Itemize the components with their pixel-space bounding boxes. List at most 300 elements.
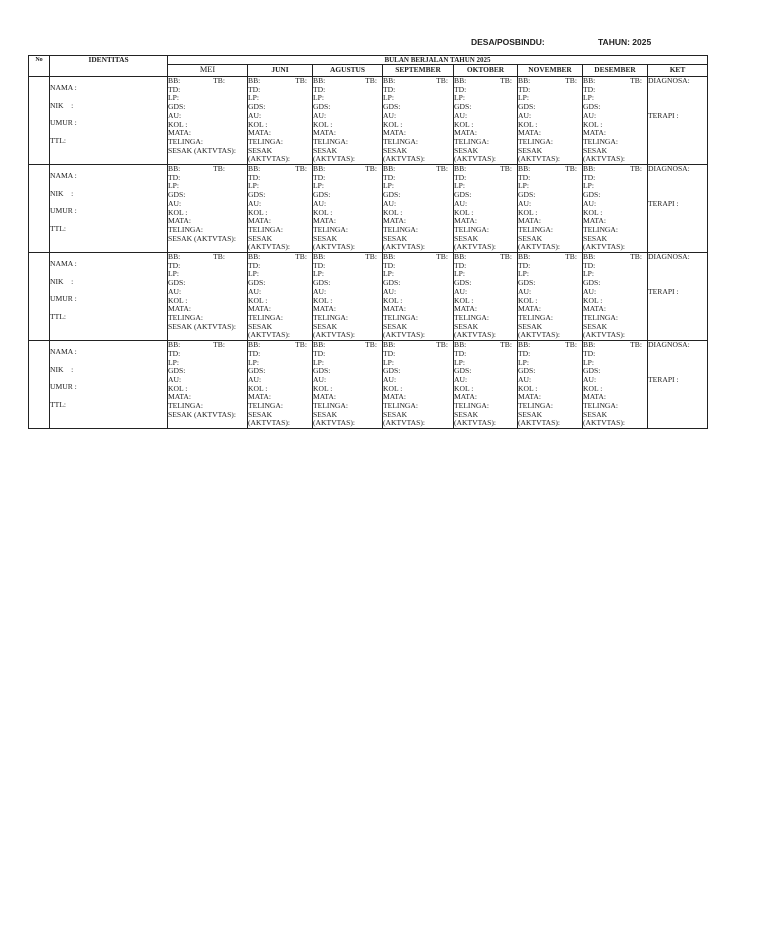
field-au: AU: [313, 374, 327, 384]
field-sesak-line1: SESAK [313, 409, 338, 419]
field-telinga: TELINGA: [583, 136, 619, 146]
field-au: AU: [313, 110, 327, 120]
field-umur: UMUR : [50, 382, 77, 392]
field-lp: LP: [383, 93, 394, 103]
field-telinga: TELINGA: [518, 312, 554, 322]
cell-no[interactable] [29, 77, 50, 165]
cell-month-exam[interactable] [583, 165, 648, 253]
field-sesak-line1: SESAK [583, 233, 608, 243]
field-lp: LP: [168, 357, 179, 367]
field-lp: LP: [383, 269, 394, 279]
field-sesak-line2: (AKTVTAS): [383, 418, 425, 428]
field-bb: BB: [383, 340, 396, 350]
field-gds: GDS: [313, 366, 331, 376]
field-tb: TB: [213, 164, 225, 174]
field-telinga: TELINGA: [383, 136, 419, 146]
field-bb: BB: [383, 76, 396, 85]
field-nama: NAMA : [50, 171, 77, 181]
field-mata: MATA: [518, 216, 542, 226]
field-tb: TB: [630, 164, 642, 174]
field-lp: LP: [248, 181, 259, 191]
field-mata: MATA: [313, 392, 337, 402]
cell-month-exam[interactable] [383, 341, 454, 429]
field-lp: LP: [313, 93, 324, 103]
field-telinga: TELINGA: [248, 312, 284, 322]
field-kol: KOL : [454, 383, 474, 393]
field-diagnosa: DIAGNOSA: [648, 76, 690, 85]
field-gds: GDS: [168, 102, 186, 112]
field-mata: MATA: [518, 304, 542, 314]
field-tb: TB: [565, 252, 577, 262]
field-lp: LP: [168, 93, 179, 103]
field-td: TD: [518, 172, 531, 182]
field-lp: LP: [168, 269, 179, 279]
field-telinga: TELINGA: [313, 224, 349, 234]
cell-month-exam[interactable] [248, 253, 313, 341]
field-td: TD: [383, 172, 396, 182]
field-sesak-line2: (AKTVTAS): [248, 242, 290, 252]
field-au: AU: [583, 374, 597, 384]
cell-month-exam[interactable] [313, 165, 383, 253]
field-kol: KOL : [248, 119, 268, 129]
field-ttl: TTL: [50, 223, 67, 233]
desa-posbindu-label: DESA/POSBINDU: [471, 37, 545, 47]
field-sesak-line2: (AKTVTAS): [248, 154, 290, 164]
cell-month-exam[interactable] [168, 253, 248, 341]
field-sesak-line2: (AKTVTAS): [313, 154, 355, 164]
field-nama: NAMA : [50, 83, 77, 92]
field-bb: BB: [583, 164, 596, 174]
field-mata: MATA: [454, 392, 478, 402]
field-sesak-line2: (AKTVTAS): [248, 330, 290, 340]
field-mata: MATA: [454, 304, 478, 314]
field-gds: GDS: [383, 190, 401, 200]
field-au: AU: [518, 110, 532, 120]
cell-month-exam[interactable] [383, 77, 454, 165]
field-gds: GDS: [248, 366, 266, 376]
field-lp: LP: [454, 269, 465, 279]
field-mata: MATA: [168, 128, 192, 138]
field-mata: MATA: [313, 304, 337, 314]
field-telinga: TELINGA: [168, 401, 204, 411]
field-au: AU: [248, 286, 262, 296]
field-au: AU: [583, 198, 597, 208]
cell-no[interactable] [29, 341, 50, 429]
cell-month-exam[interactable] [518, 77, 583, 165]
field-mata: MATA: [454, 128, 478, 138]
table-row [29, 165, 708, 253]
cell-month-exam[interactable] [248, 341, 313, 429]
field-tb: TB: [295, 76, 307, 85]
field-au: AU: [313, 198, 327, 208]
field-tb: TB: [213, 340, 225, 350]
field-lp: LP: [248, 269, 259, 279]
field-mata: MATA: [168, 304, 192, 314]
cell-month-exam[interactable] [168, 341, 248, 429]
field-sesak-line1: SESAK [454, 145, 479, 155]
col-bulan-header: BULAN BERJALAN TAHUN 2025 [168, 56, 708, 65]
field-lp: LP: [313, 269, 324, 279]
cell-identitas[interactable] [50, 253, 168, 341]
field-tb: TB: [295, 340, 307, 350]
field-td: TD: [313, 260, 326, 270]
month-header-juni: JUNI [248, 65, 313, 77]
field-tb: TB: [630, 252, 642, 262]
field-mata: MATA: [583, 128, 607, 138]
field-lp: LP: [454, 181, 465, 191]
field-sesak-line2: (AKTVTAS): [454, 330, 496, 340]
field-lp: LP: [583, 357, 594, 367]
field-tb: TB: [500, 164, 512, 174]
field-au: AU: [454, 286, 468, 296]
cell-month-exam[interactable] [454, 77, 518, 165]
field-mata: MATA: [583, 216, 607, 226]
field-gds: GDS: [248, 102, 266, 112]
field-sesak-line2: (AKTVTAS): [454, 418, 496, 428]
field-mata: MATA: [168, 216, 192, 226]
field-nama: NAMA : [50, 347, 77, 357]
cell-month-exam[interactable] [454, 253, 518, 341]
field-td: TD: [518, 348, 531, 358]
field-gds: GDS: [583, 278, 601, 288]
field-kol: KOL : [313, 295, 333, 305]
cell-month-exam[interactable] [518, 253, 583, 341]
cell-no[interactable] [29, 253, 50, 341]
field-bb: BB: [518, 164, 531, 174]
field-bb: BB: [518, 252, 531, 262]
field-telinga: TELINGA: [454, 224, 490, 234]
field-gds: GDS: [454, 190, 472, 200]
field-td: TD: [248, 172, 261, 182]
field-au: AU: [248, 110, 262, 120]
field-telinga: TELINGA: [583, 401, 619, 411]
field-td: TD: [248, 348, 261, 358]
field-lp: LP: [518, 357, 529, 367]
field-mata: MATA: [248, 128, 272, 138]
cell-month-exam[interactable] [383, 253, 454, 341]
cell-month-exam[interactable] [248, 165, 313, 253]
field-tb: TB: [365, 340, 377, 350]
field-sesak-line1: SESAK [454, 409, 479, 419]
field-bb: BB: [168, 340, 181, 350]
table-row [29, 341, 708, 429]
field-bb: BB: [518, 76, 531, 85]
field-sesak: SESAK (AKTVTAS): [168, 145, 236, 155]
field-td: TD: [454, 348, 467, 358]
cell-month-exam[interactable] [313, 253, 383, 341]
field-lp: LP: [518, 93, 529, 103]
field-mata: MATA: [583, 304, 607, 314]
cell-month-exam[interactable] [383, 165, 454, 253]
cell-month-exam[interactable] [518, 165, 583, 253]
field-sesak-line2: (AKTVTAS): [383, 154, 425, 164]
field-nik: NIK : [50, 100, 74, 110]
col-no-header: No [29, 56, 50, 77]
field-diagnosa: DIAGNOSA: [648, 164, 690, 174]
cell-month-exam[interactable] [454, 341, 518, 429]
field-gds: GDS: [454, 366, 472, 376]
field-tb: TB: [630, 340, 642, 350]
field-gds: GDS: [168, 278, 186, 288]
field-mata: MATA: [454, 216, 478, 226]
cell-identitas[interactable] [50, 165, 168, 253]
field-kol: KOL : [454, 119, 474, 129]
field-au: AU: [168, 374, 182, 384]
field-kol: KOL : [248, 207, 268, 217]
col-identitas-header: IDENTITAS [50, 56, 168, 77]
field-umur: UMUR : [50, 206, 77, 216]
field-td: TD: [454, 260, 467, 270]
field-bb: BB: [248, 164, 261, 174]
cell-identitas[interactable] [50, 341, 168, 429]
field-telinga: TELINGA: [518, 136, 554, 146]
page-header [0, 37, 768, 49]
field-lp: LP: [583, 93, 594, 103]
cell-month-exam[interactable] [583, 77, 648, 165]
field-bb: BB: [248, 340, 261, 350]
field-tb: TB: [500, 340, 512, 350]
field-bb: BB: [583, 252, 596, 262]
field-bb: BB: [518, 340, 531, 350]
field-au: AU: [383, 286, 397, 296]
field-td: TD: [518, 84, 531, 94]
field-td: TD: [383, 260, 396, 270]
field-kol: KOL : [383, 119, 403, 129]
field-lp: LP: [583, 269, 594, 279]
field-kol: KOL : [518, 383, 538, 393]
field-mata: MATA: [248, 304, 272, 314]
col-ket-header: KET [648, 65, 708, 77]
field-tb: TB: [436, 164, 448, 174]
field-mata: MATA: [383, 128, 407, 138]
field-lp: LP: [248, 357, 259, 367]
cell-month-exam[interactable] [454, 165, 518, 253]
field-td: TD: [583, 84, 596, 94]
field-au: AU: [313, 286, 327, 296]
field-kol: KOL : [313, 119, 333, 129]
field-telinga: TELINGA: [454, 136, 490, 146]
field-kol: KOL : [168, 383, 188, 393]
field-kol: KOL : [313, 383, 333, 393]
field-nama: NAMA : [50, 259, 77, 269]
field-tb: TB: [365, 252, 377, 262]
field-sesak-line2: (AKTVTAS): [518, 154, 560, 164]
field-umur: UMUR : [50, 294, 77, 304]
field-au: AU: [168, 110, 182, 120]
field-kol: KOL : [583, 207, 603, 217]
field-tb: TB: [565, 164, 577, 174]
field-tb: TB: [500, 252, 512, 262]
field-kol: KOL : [518, 207, 538, 217]
field-mata: MATA: [313, 128, 337, 138]
table-row [29, 77, 708, 165]
cell-month-exam[interactable] [168, 165, 248, 253]
field-tb: TB: [436, 76, 448, 85]
field-sesak-line2: (AKTVTAS): [518, 330, 560, 340]
field-mata: MATA: [313, 216, 337, 226]
cell-ket[interactable] [648, 253, 708, 341]
field-sesak-line2: (AKTVTAS): [383, 330, 425, 340]
field-umur: UMUR : [50, 118, 77, 127]
field-bb: BB: [313, 164, 326, 174]
field-sesak-line1: SESAK [518, 409, 543, 419]
field-kol: KOL : [313, 207, 333, 217]
field-sesak-line1: SESAK [454, 321, 479, 331]
field-td: TD: [248, 84, 261, 94]
field-au: AU: [518, 198, 532, 208]
field-bb: BB: [313, 252, 326, 262]
field-mata: MATA: [583, 392, 607, 402]
field-au: AU: [383, 198, 397, 208]
field-mata: MATA: [383, 216, 407, 226]
field-sesak-line1: SESAK [383, 321, 408, 331]
field-bb: BB: [168, 252, 181, 262]
field-bb: BB: [454, 252, 467, 262]
field-sesak-line2: (AKTVTAS): [454, 154, 496, 164]
field-kol: KOL : [454, 295, 474, 305]
field-sesak: SESAK (AKTVTAS): [168, 409, 236, 419]
field-sesak-line1: SESAK [313, 321, 338, 331]
field-bb: BB: [383, 164, 396, 174]
field-tb: TB: [565, 76, 577, 85]
field-sesak-line2: (AKTVTAS): [313, 418, 355, 428]
field-telinga: TELINGA: [313, 136, 349, 146]
field-telinga: TELINGA: [583, 224, 619, 234]
table-row [29, 253, 708, 341]
field-sesak: SESAK (AKTVTAS): [168, 233, 236, 243]
field-gds: GDS: [518, 190, 536, 200]
field-gds: GDS: [454, 102, 472, 112]
field-kol: KOL : [168, 207, 188, 217]
field-sesak-line1: SESAK [313, 145, 338, 155]
cell-month-exam[interactable] [583, 253, 648, 341]
field-gds: GDS: [518, 102, 536, 112]
field-tb: TB: [436, 252, 448, 262]
field-diagnosa: DIAGNOSA: [648, 252, 690, 262]
field-sesak-line2: (AKTVTAS): [313, 242, 355, 252]
field-terapi: TERAPI : [648, 198, 679, 208]
field-lp: LP: [518, 269, 529, 279]
field-telinga: TELINGA: [383, 401, 419, 411]
field-td: TD: [583, 260, 596, 270]
field-nik: NIK : [50, 188, 74, 198]
cell-ket[interactable] [648, 165, 708, 253]
field-kol: KOL : [383, 295, 403, 305]
field-sesak-line1: SESAK [383, 409, 408, 419]
field-telinga: TELINGA: [168, 312, 204, 322]
field-kol: KOL : [454, 207, 474, 217]
field-au: AU: [583, 286, 597, 296]
tahun-label: TAHUN: 2025 [598, 37, 652, 47]
field-td: TD: [248, 260, 261, 270]
field-telinga: TELINGA: [518, 224, 554, 234]
field-au: AU: [383, 110, 397, 120]
field-au: AU: [454, 110, 468, 120]
field-tb: TB: [213, 76, 225, 85]
cell-month-exam[interactable] [313, 77, 383, 165]
field-sesak-line1: SESAK [518, 233, 543, 243]
field-sesak-line2: (AKTVTAS): [518, 242, 560, 252]
field-mata: MATA: [518, 392, 542, 402]
field-sesak-line2: (AKTVTAS): [454, 242, 496, 252]
cell-no[interactable] [29, 165, 50, 253]
field-gds: GDS: [583, 102, 601, 112]
field-lp: LP: [583, 181, 594, 191]
field-au: AU: [168, 286, 182, 296]
field-telinga: TELINGA: [248, 136, 284, 146]
field-nik: NIK : [50, 276, 74, 286]
field-telinga: TELINGA: [248, 224, 284, 234]
field-ttl: TTL: [50, 311, 67, 321]
field-gds: GDS: [518, 278, 536, 288]
field-gds: GDS: [168, 190, 186, 200]
field-sesak-line2: (AKTVTAS): [583, 154, 625, 164]
field-bb: BB: [583, 340, 596, 350]
field-lp: LP: [383, 357, 394, 367]
field-gds: GDS: [248, 278, 266, 288]
field-kol: KOL : [248, 295, 268, 305]
field-gds: GDS: [313, 102, 331, 112]
field-diagnosa: DIAGNOSA: [648, 340, 690, 350]
month-header-november: NOVEMBER [518, 65, 583, 77]
field-kol: KOL : [518, 295, 538, 305]
field-lp: LP: [518, 181, 529, 191]
field-nik: NIK : [50, 364, 74, 374]
field-bb: BB: [168, 76, 181, 85]
month-header-oktober: OKTOBER [454, 65, 518, 77]
field-gds: GDS: [454, 278, 472, 288]
field-gds: GDS: [313, 278, 331, 288]
cell-month-exam[interactable] [248, 77, 313, 165]
field-sesak-line2: (AKTVTAS): [583, 242, 625, 252]
cell-ket[interactable] [648, 77, 708, 165]
field-kol: KOL : [583, 295, 603, 305]
field-telinga: TELINGA: [383, 224, 419, 234]
cell-month-exam[interactable] [168, 77, 248, 165]
field-telinga: TELINGA: [454, 312, 490, 322]
field-sesak-line1: SESAK [454, 233, 479, 243]
field-sesak-line2: (AKTVTAS): [583, 418, 625, 428]
field-tb: TB: [500, 76, 512, 85]
field-sesak-line1: SESAK [248, 145, 273, 155]
cell-month-exam[interactable] [313, 341, 383, 429]
cell-month-exam[interactable] [518, 341, 583, 429]
field-td: TD: [583, 172, 596, 182]
field-au: AU: [248, 198, 262, 208]
field-sesak-line2: (AKTVTAS): [583, 330, 625, 340]
field-sesak: SESAK (AKTVTAS): [168, 321, 236, 331]
field-bb: BB: [454, 340, 467, 350]
field-telinga: TELINGA: [583, 312, 619, 322]
field-au: AU: [518, 374, 532, 384]
cell-identitas[interactable] [50, 77, 168, 165]
field-kol: KOL : [583, 119, 603, 129]
field-kol: KOL : [248, 383, 268, 393]
field-tb: TB: [295, 164, 307, 174]
field-kol: KOL : [168, 295, 188, 305]
field-sesak-line2: (AKTVTAS): [313, 330, 355, 340]
field-td: TD: [168, 348, 181, 358]
field-kol: KOL : [383, 207, 403, 217]
field-sesak-line2: (AKTVTAS): [383, 242, 425, 252]
field-telinga: TELINGA: [313, 312, 349, 322]
field-sesak-line2: (AKTVTAS): [518, 418, 560, 428]
cell-month-exam[interactable] [583, 341, 648, 429]
field-gds: GDS: [583, 190, 601, 200]
cell-ket[interactable] [648, 341, 708, 429]
field-au: AU: [248, 374, 262, 384]
field-sesak-line1: SESAK [248, 321, 273, 331]
